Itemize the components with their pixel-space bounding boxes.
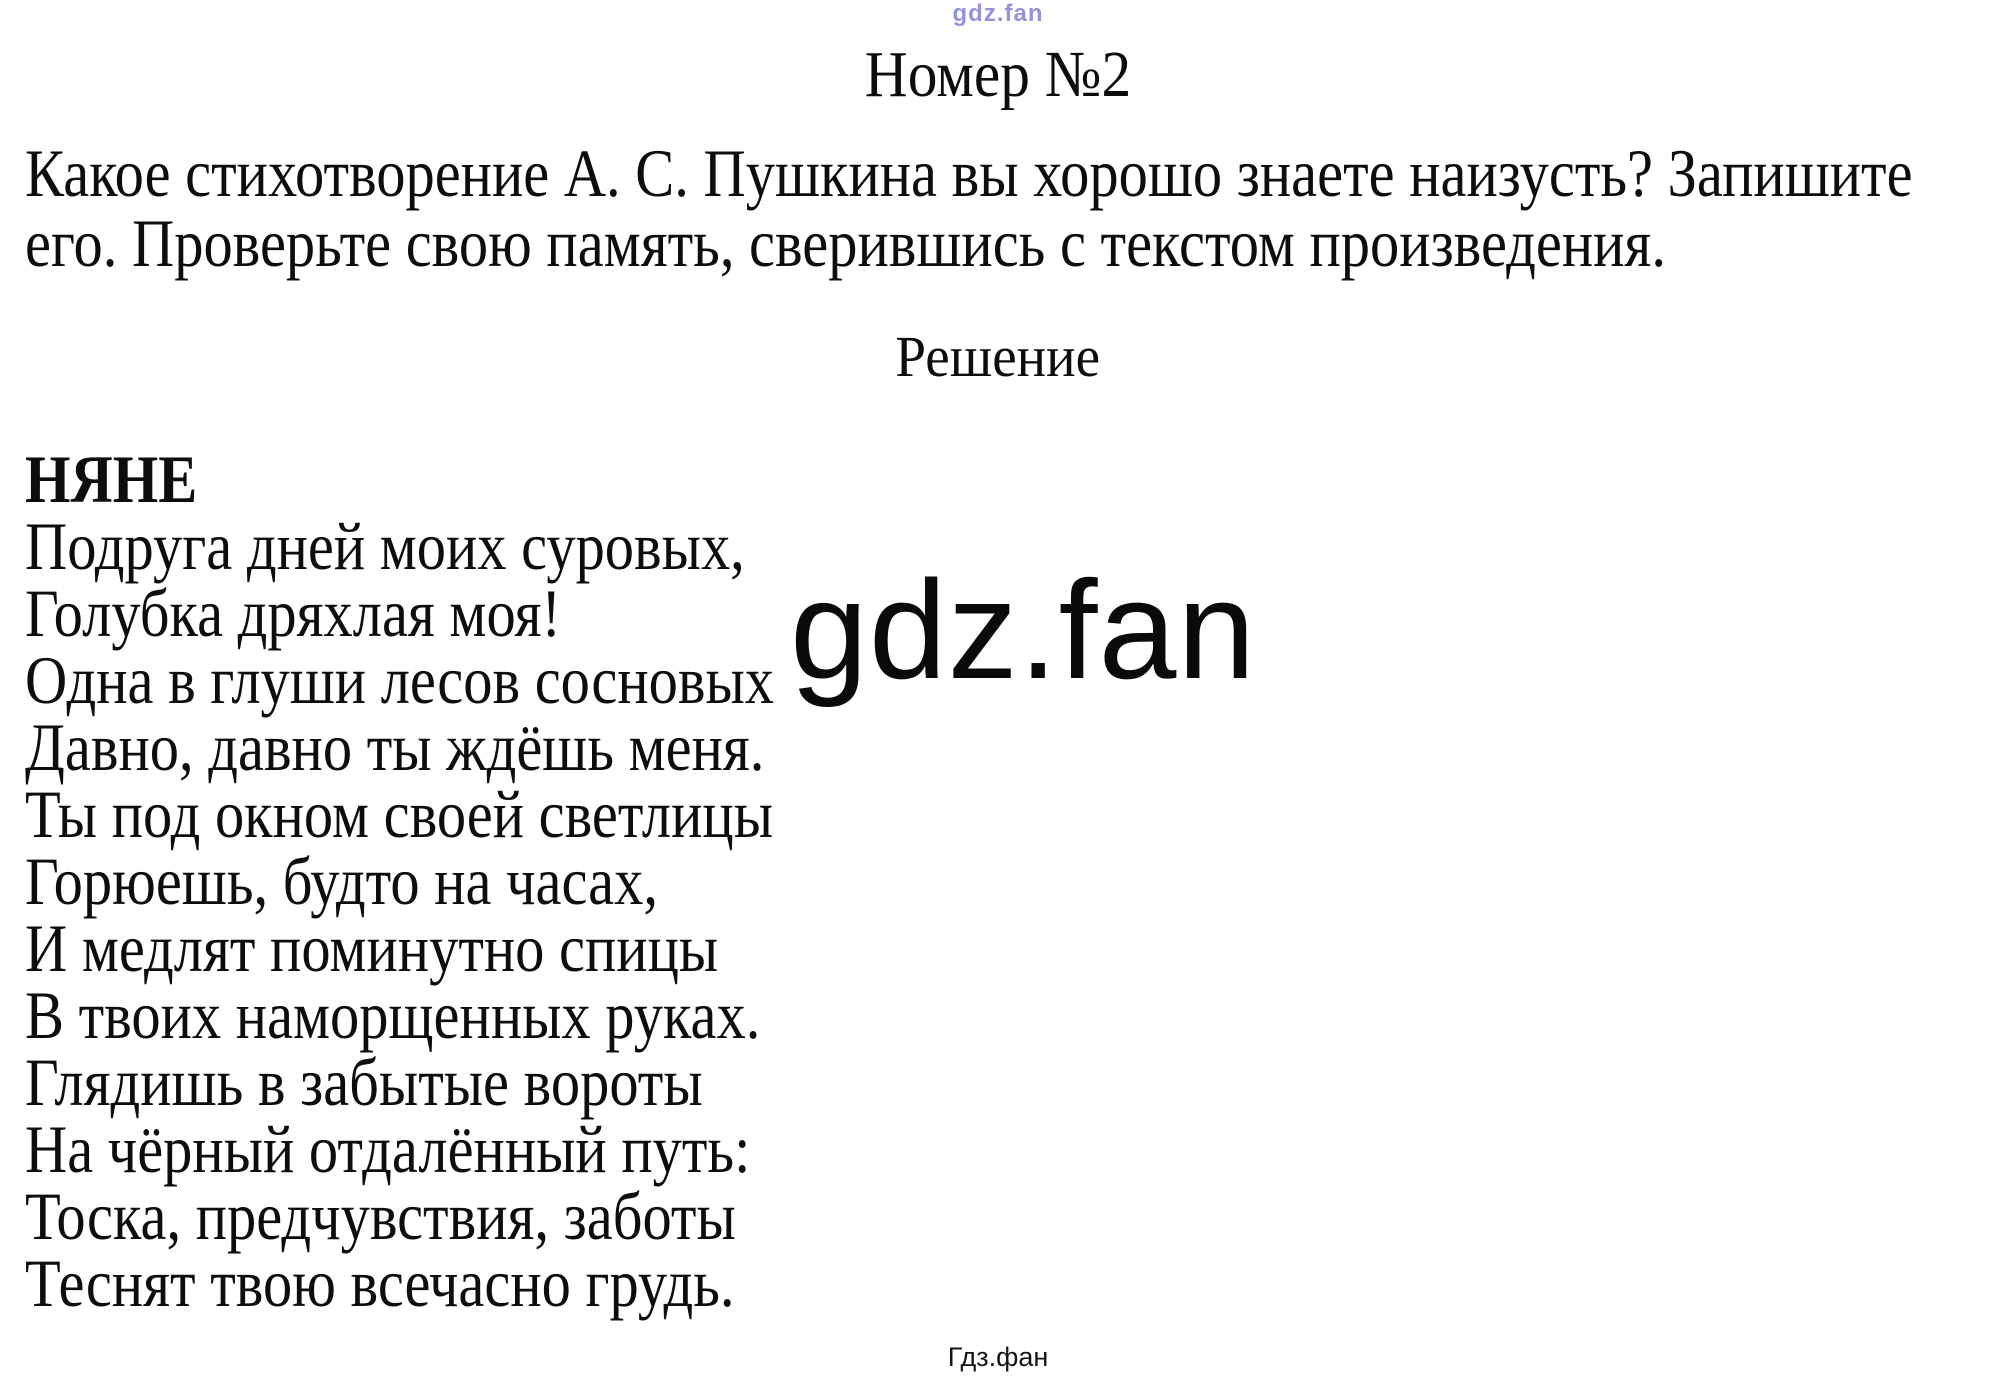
poem-block — [25, 441, 896, 1321]
poem-line: Давно, давно ты ждёшь меня. — [25, 709, 765, 785]
poem-line: Теснят твою всечасно грудь. — [25, 1245, 735, 1321]
poem-line: Горюешь, будто на часах, — [25, 843, 658, 919]
center-watermark — [790, 551, 1257, 708]
poem-title: НЯНЕ — [25, 441, 198, 517]
solution-heading — [0, 324, 1996, 389]
question-line-2: его. Проверьте свою память, сверившись с текстом произведения. — [25, 205, 1666, 281]
top-watermark-text: gdz.fan — [952, 0, 1044, 27]
poem-line: В твоих наморщенных руках. — [25, 977, 761, 1053]
page-title-text: Номер №2 — [864, 38, 1132, 111]
poem-line: Глядишь в забытые вороты — [25, 1044, 703, 1120]
footer-brand — [0, 1342, 1996, 1372]
poem-line: Голубка дряхлая моя! — [25, 575, 561, 651]
top-watermark — [0, 1, 1996, 27]
question-line-1: Какое стихотворение А. С. Пушкина вы хорошо знаете наизусть? Запишите — [25, 135, 1913, 211]
poem-line: Тоска, предчувствия, заботы — [25, 1178, 736, 1254]
poem-line: Подруга дней моих суровых, — [25, 508, 745, 584]
footer-brand-text: Гдз.фан — [947, 1342, 1049, 1372]
poem-line: Одна в глуши лесов сосновых — [25, 642, 775, 718]
question-paragraph — [25, 135, 1986, 281]
poem-line: На чёрный отдалённый путь: — [25, 1111, 751, 1187]
poem-line: Ты под окном своей светлицы — [25, 776, 773, 852]
poem-line: И медлят поминутно спицы — [25, 910, 719, 986]
page-title — [0, 38, 1996, 111]
center-watermark-text: gdz.fan — [790, 551, 1257, 708]
solution-heading-text: Решение — [895, 324, 1101, 389]
